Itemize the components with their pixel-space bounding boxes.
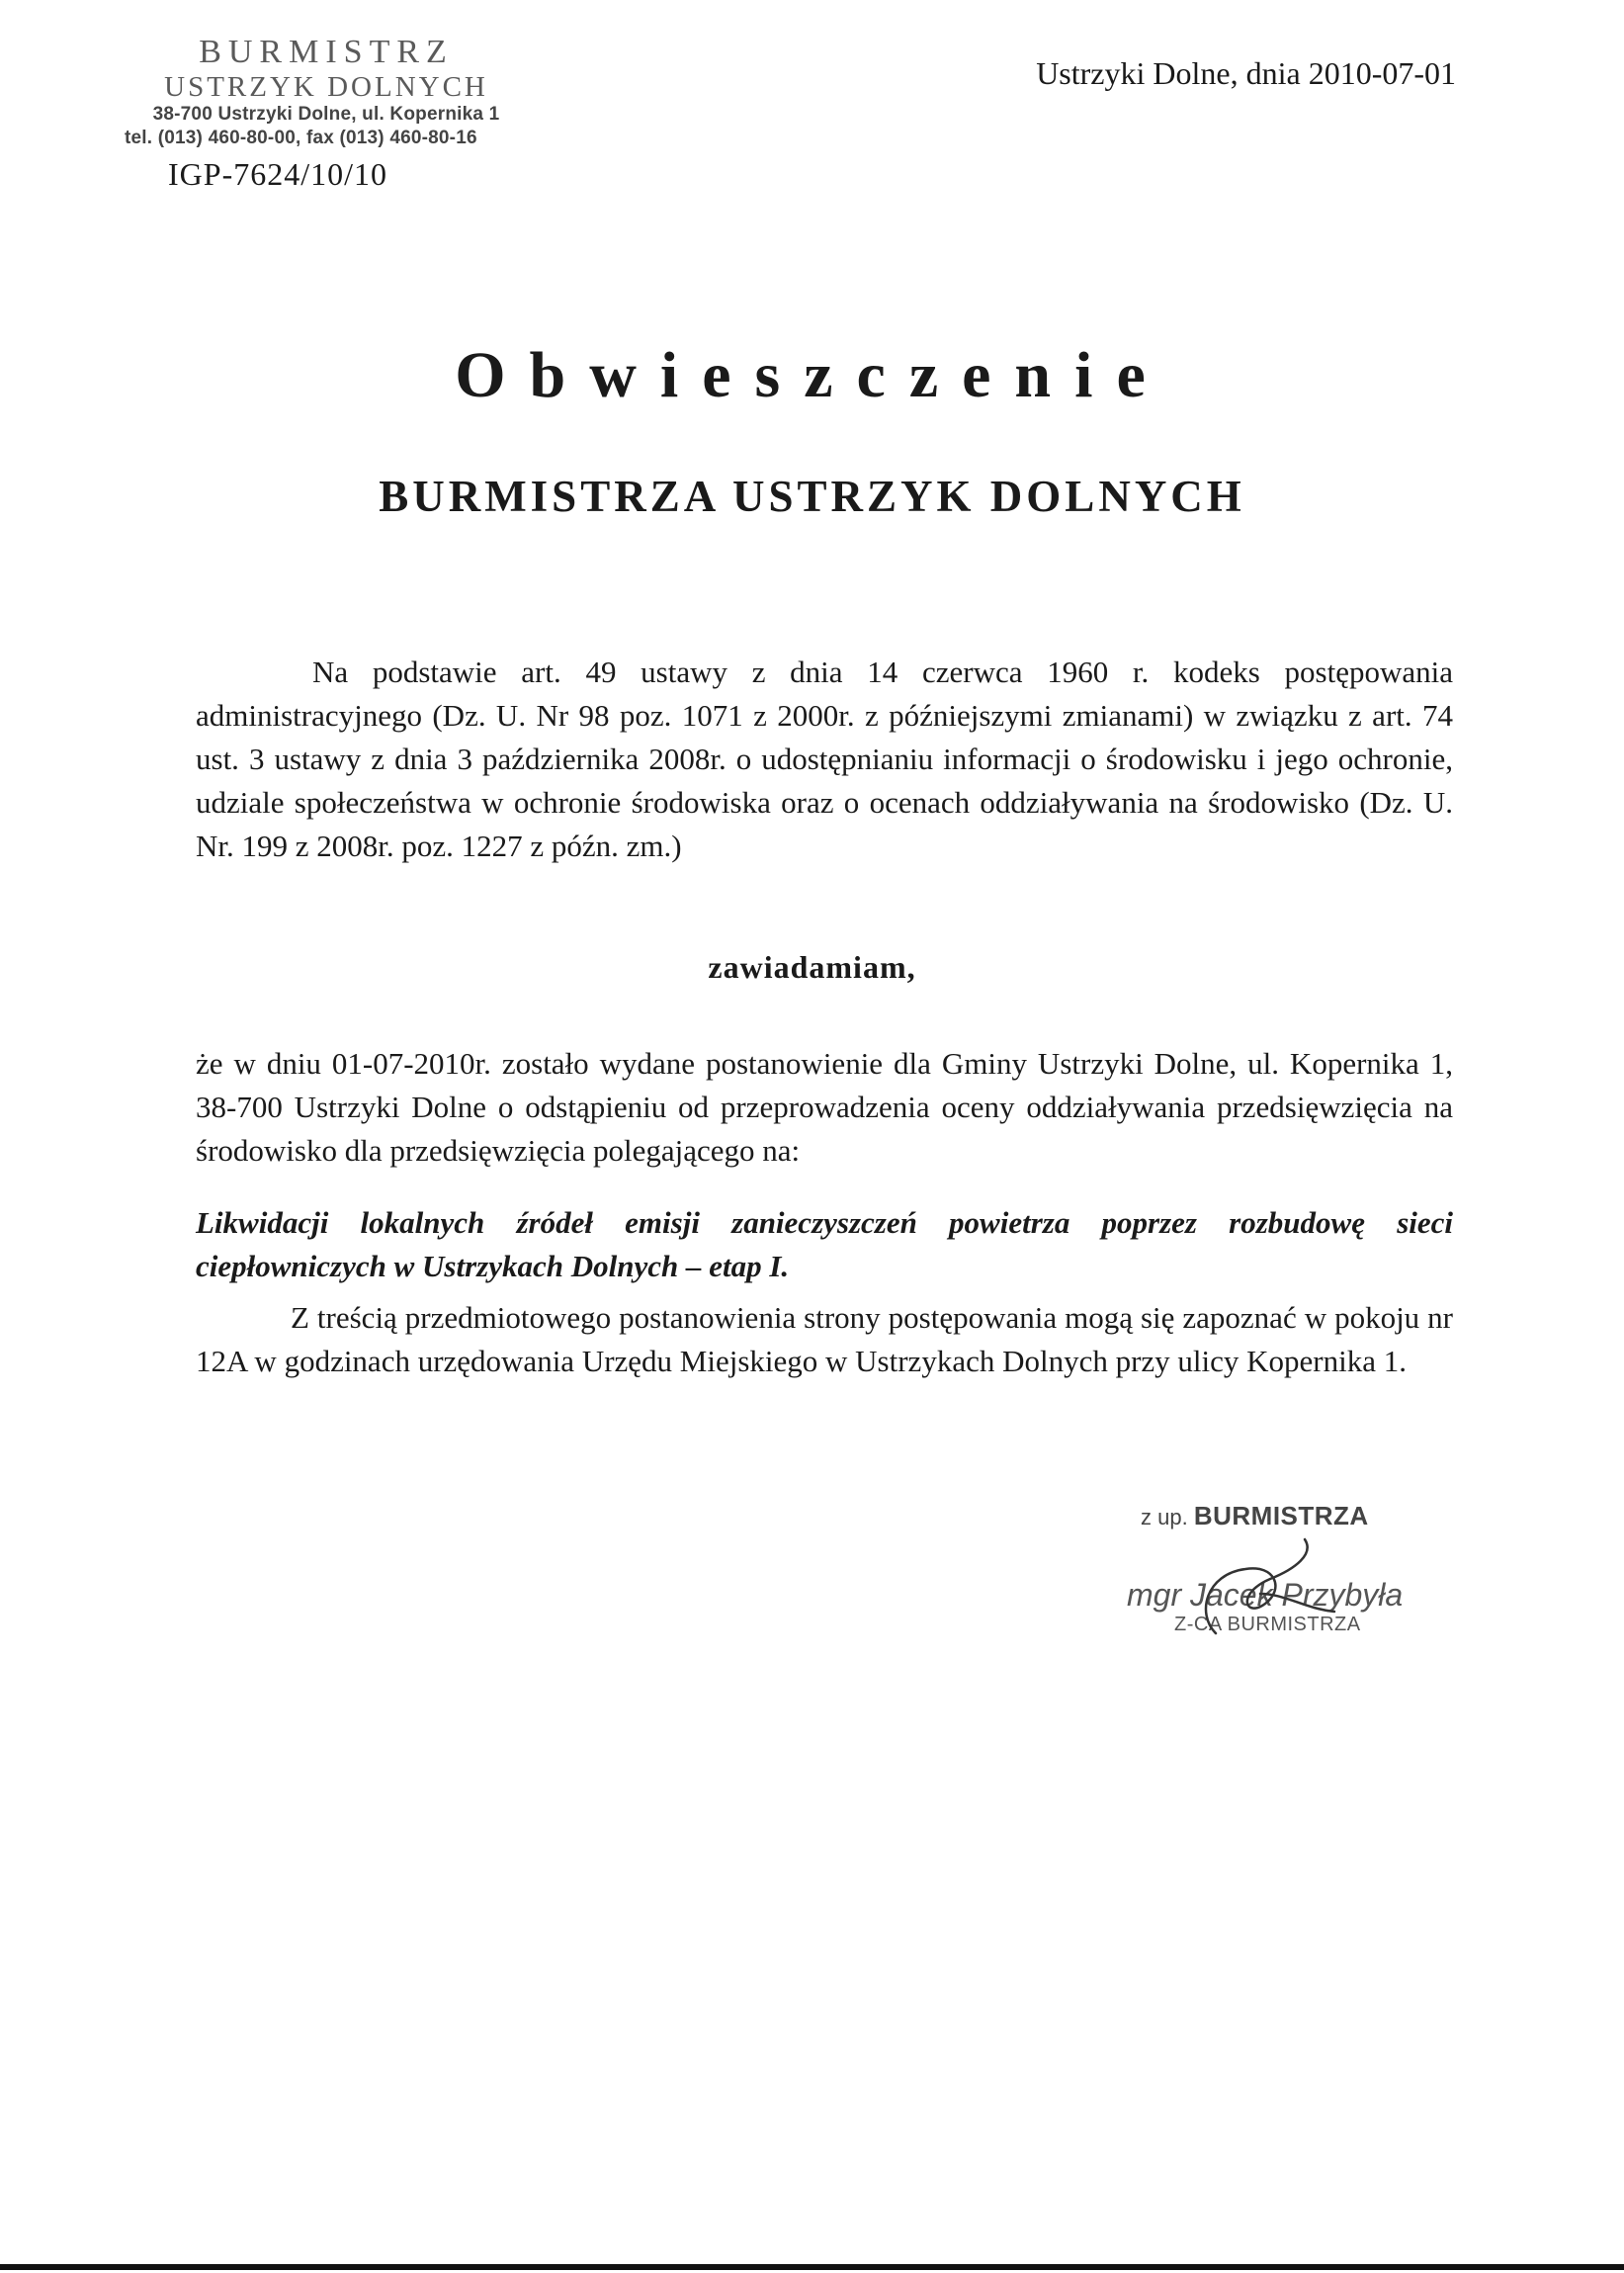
project-name: Likwidacji lokalnych źródeł emisji zanieczyszczeń powietrza poprzez rozbudowę sieci ciepłowniczych w Ustrzykach Dolnych – etap I. <box>196 1205 1453 1283</box>
letterhead-stamp <box>119 34 534 150</box>
access-paragraph: Z treścią przedmiotowego postanowienia strony postępowania mogą się zapoznać w pokoju nr 12A w godzinach urzędowania Urzędu Miejskiego w Ustrzykach Dolnych przy ulicy Kopernika 1. <box>196 1300 1453 1378</box>
signature-office: BURMISTRZA <box>1193 1501 1369 1530</box>
document-title: Obwieszczenie <box>455 339 1169 411</box>
signature-role: Z-CA BURMISTRZA <box>1174 1614 1361 1635</box>
date-line: Ustrzyki Dolne, dnia 2010-07-01 <box>1036 55 1456 91</box>
signature-authority <box>1087 1501 1443 1531</box>
reference-number: IGP-7624/10/10 <box>168 156 387 192</box>
letterhead-town: USTRZYK DOLNYCH <box>164 71 488 103</box>
handwritten-signature <box>1176 1534 1374 1653</box>
signature-name: mgr Jacek Przybyła <box>1127 1577 1404 1613</box>
notify-heading: zawiadamiam, <box>708 949 916 985</box>
legal-basis-paragraph: Na podstawie art. 49 ustawy z dnia 14 czerwca 1960 r. kodeks postępowania administracyjnego (Dz. U. Nr 98 poz. 1071 z 2000r. z późniejszymi zmianami) w związku z art. 74 ust. 3 ustawy z dnia 3 października 2008r. o udostępnianiu informacji o środowisku i jego ochronie, udziale społeczeństwa w ochronie środowiska oraz o ocenach oddziaływania na środowisko (Dz. U. Nr. 199 z 2008r. poz. 1227 z późn. zm.) <box>196 655 1453 863</box>
decision-paragraph: że w dniu 01-07-2010r. zostało wydane postanowienie dla Gminy Ustrzyki Dolne, ul. Kopernika 1, 38-700 Ustrzyki Dolne o odstąpieniu od przeprowadzenia oceny oddziaływania przedsięwzięcia na środowisko dla przedsięwzięcia polegającego na: <box>196 1046 1453 1168</box>
scan-edge-line <box>0 2264 1624 2270</box>
signature-prefix: z up. <box>1141 1505 1188 1530</box>
letterhead-address: 38-700 Ustrzyki Dolne, ul. Kopernika 1 <box>152 104 500 125</box>
letterhead-office: BURMISTRZ <box>199 34 454 70</box>
document-subtitle: BURMISTRZA USTRZYK DOLNYCH <box>379 472 1245 521</box>
letterhead-phone: tel. (013) 460-80-00, fax (013) 460-80-16 <box>125 128 477 148</box>
